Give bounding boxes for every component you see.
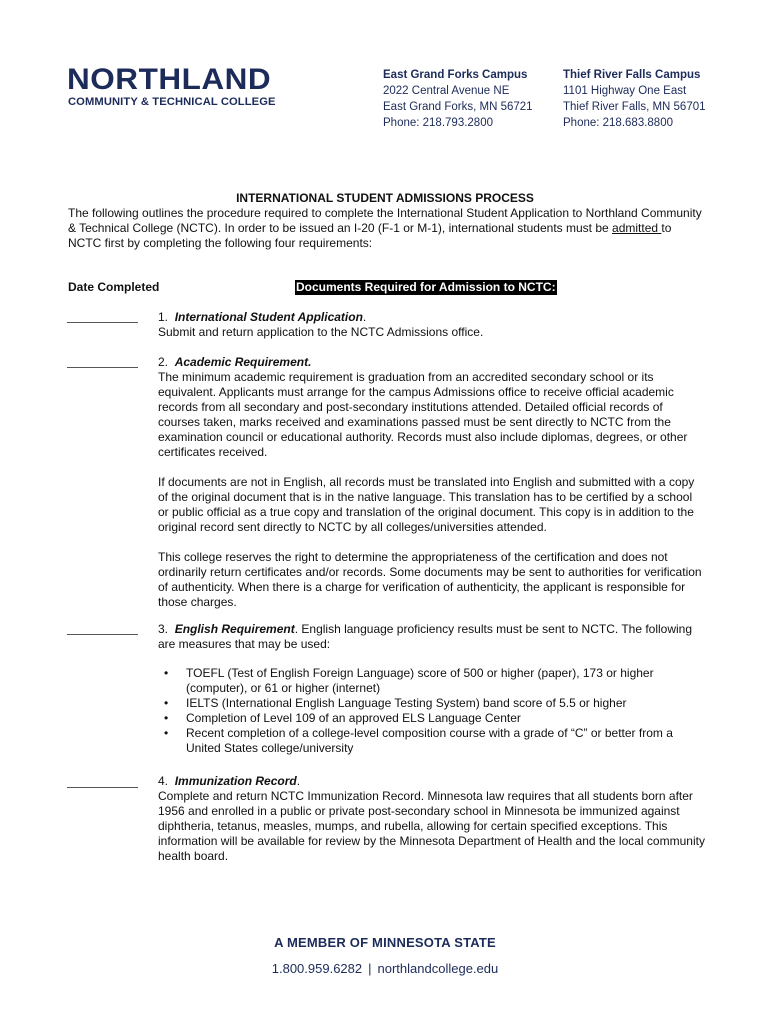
requirement-number: 4.	[158, 774, 169, 788]
requirement-paragraph: The minimum academic requirement is graduation from an accredited secondary school or its equivalent. Applicants must arrange for the campus Admissions office to receive official academic records from all secondary and post-secondary institutions attended. Detailed official records of courses taken, marks received and examinations passed must be sent directly to NCTC from the examination council or educational authority. Records must also include diplomas, degrees, or other certificates received.	[158, 370, 688, 459]
requirement-title-suffix: .	[362, 310, 367, 324]
requirement-heading	[158, 622, 706, 652]
date-blank-requirement-4[interactable]	[67, 787, 138, 788]
requirement-paragraph: This college reserves the right to determine the appropriateness of the certification and does not ordinarily return certificates and/or records. Some documents may be sent to authorities for verification of authenticity. When there is a charge for verification of authenticity, the applicant is responsible for those charges.	[158, 550, 702, 609]
list-item	[158, 696, 706, 711]
list-item-text: Completion of Level 109 of an approved ELS Language Center	[186, 711, 521, 725]
campus-address-thief-river-falls	[563, 67, 706, 131]
campus-phone: Phone: 218.793.2800	[383, 117, 493, 129]
footer-separator: |	[368, 961, 372, 976]
college-logo-wordmark: NORTHLAND	[67, 63, 272, 96]
requirement-number: 3.	[158, 622, 169, 636]
campus-street: 2022 Central Avenue NE	[383, 85, 510, 97]
requirement-4	[158, 774, 706, 864]
campus-name: East Grand Forks Campus	[383, 69, 528, 81]
document-title: INTERNATIONAL STUDENT ADMISSIONS PROCESS	[236, 191, 534, 205]
list-item	[158, 726, 706, 756]
requirement-3	[158, 622, 706, 756]
bullet-icon: •	[164, 711, 169, 725]
date-blank-requirement-3[interactable]	[67, 634, 138, 635]
requirement-heading	[158, 774, 706, 789]
campus-phone: Phone: 218.683.8800	[563, 117, 673, 129]
intro-underlined-word: admitted	[612, 221, 662, 235]
bullet-icon: •	[164, 696, 169, 710]
list-item-text: TOEFL (Test of English Foreign Language) score of 500 or higher (paper), 173 or higher (computer), or 61 or higher (internet)	[186, 666, 654, 695]
list-item-text: Recent completion of a college-level composition course with a grade of “C” or better from a United States college/university	[186, 726, 673, 755]
requirement-title-suffix: .	[296, 774, 301, 788]
intro-paragraph	[68, 206, 708, 251]
list-item	[158, 666, 706, 696]
english-measures-list	[158, 666, 706, 756]
date-blank-requirement-1[interactable]	[67, 322, 138, 323]
requirement-number: 2.	[158, 355, 169, 369]
campus-street: 1101 Highway One East	[563, 85, 687, 97]
requirement-paragraph: If documents are not in English, all records must be translated into English and submitted with a copy of the original document that is in the native language. This translation has to be certified by a school or public official as a true copy and translation of the original document. This copy is in addition to the original record sent directly to NCTC by all colleges/universities attended.	[158, 475, 695, 534]
footer-website-link[interactable]: northlandcollege.edu	[377, 961, 499, 976]
requirement-title: Immunization Record	[174, 774, 297, 788]
campus-city: Thief River Falls, MN 56701	[563, 101, 706, 113]
requirement-title-suffix: . English language proficiency results must be sent to NCTC. The following are measures that may be used:	[158, 622, 693, 651]
requirement-2	[158, 355, 706, 610]
date-blank-requirement-2[interactable]	[67, 367, 138, 368]
requirement-title: International Student Application	[174, 310, 363, 324]
intro-text-part1: The following outlines the procedure required to complete the International Student Application to Northland Community & Technical College (NCTC). In order to be issued an I-20 (F-1 or M-1), international students must be	[68, 206, 702, 235]
requirement-title: English Requirement	[174, 622, 295, 636]
requirement-heading	[158, 310, 706, 325]
requirement-number: 1.	[158, 310, 169, 324]
list-item-text: IELTS (International English Language Testing System) band score of 5.5 or higher	[186, 696, 627, 710]
footer-membership: A MEMBER OF MINNESOTA STATE	[274, 935, 496, 950]
campus-address-east-grand-forks	[383, 67, 533, 131]
bullet-icon: •	[164, 666, 169, 680]
campus-city: East Grand Forks, MN 56721	[383, 101, 533, 113]
requirement-heading	[158, 355, 706, 370]
requirement-title: Academic Requirement.	[174, 355, 312, 369]
intro-text-part2: to NCTC first by completing the following four requirements:	[68, 221, 672, 250]
requirement-text: Submit and return application to the NCTC Admissions office.	[158, 325, 484, 339]
footer-contact	[0, 961, 770, 976]
campus-name: Thief River Falls Campus	[563, 69, 701, 81]
requirement-1	[158, 310, 706, 340]
footer-phone: 1.800.959.6282	[271, 961, 363, 976]
requirement-text: Complete and return NCTC Immunization Record. Minnesota law requires that all students born after 1956 and enrolled in a public or private post-secondary school in Minnesota be immunized against diphtheria, tetanus, measles, mumps, and rubella, allowing for certain specified exceptions. This information will be available for review by the Minnesota Department of Health and the local community health board.	[158, 789, 705, 863]
bullet-icon: •	[164, 726, 169, 740]
documents-required-header: Documents Required for Admission to NCTC:	[296, 280, 556, 294]
list-item	[158, 711, 706, 726]
date-completed-header: Date Completed	[68, 280, 160, 294]
college-logo-subtitle: COMMUNITY & TECHNICAL COLLEGE	[68, 96, 276, 108]
